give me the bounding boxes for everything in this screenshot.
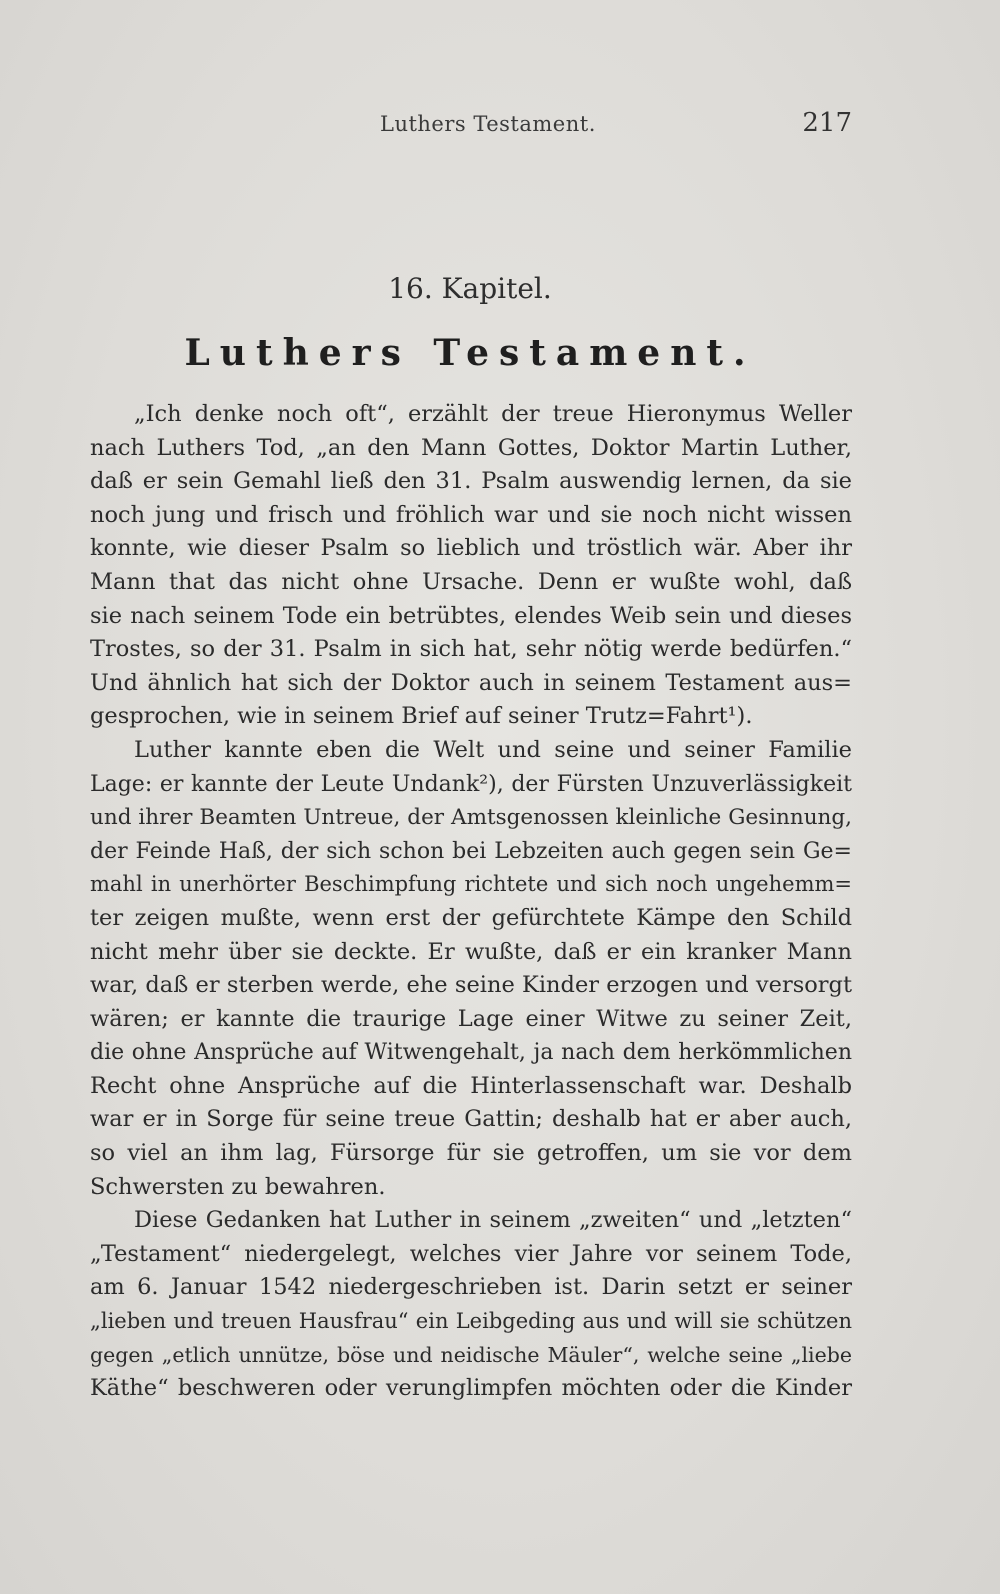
text-line: gegen „etlich unnütze, böse und neidische Mäuler“, welche seine „liebe: [90, 1342, 852, 1367]
text-line: Mann that das nicht ohne Ursache. Denn er wußte wohl, daß: [90, 568, 852, 595]
text-line: nach Luthers Tod, „an den Mann Gottes, Doktor Martin Luther,: [90, 434, 852, 461]
text-line: mahl in unerhörter Beschimpfung richtete und sich noch ungehemm=: [90, 872, 852, 897]
text-line: war er in Sorge für seine treue Gattin; deshalb hat er aber auch,: [90, 1106, 852, 1133]
text-line: ter zeigen mußte, wenn erst der gefürchtete Kämpe den Schild: [90, 904, 852, 931]
chapter-title: Luthers Testament.: [184, 332, 756, 374]
chapter-label: 16. Kapitel.: [388, 272, 552, 305]
running-title: Luthers Testament.: [380, 112, 596, 136]
text-line: war, daß er sterben werde, ehe seine Kinder erzogen und versorgt: [90, 972, 852, 999]
running-head: [90, 108, 852, 148]
text-line: gesprochen, wie in seinem Brief auf seiner Trutz=Fahrt¹).: [90, 703, 753, 730]
text-line: so viel an ihm lag, Fürsorge für sie getroffen, um sie vor dem: [90, 1140, 852, 1167]
text-line: daß er sein Gemahl ließ den 31. Psalm auswendig lernen, da sie: [90, 468, 852, 495]
text-line: „Testament“ niedergelegt, welches vier Jahre vor seinem Tode,: [90, 1240, 852, 1267]
text-line: wären; er kannte die traurige Lage einer Witwe zu seiner Zeit,: [90, 1005, 852, 1032]
text-line: Schwersten zu bewahren.: [90, 1173, 386, 1200]
text-line: konnte, wie dieser Psalm so lieblich und tröstlich wär. Aber ihr: [90, 535, 852, 562]
paragraph: [90, 1204, 852, 1406]
text-line: Recht ohne Ansprüche auf die Hinterlassenschaft war. Deshalb: [90, 1072, 852, 1099]
text-line: Diese Gedanken hat Luther in seinem „zweiten“ und „letzten“: [134, 1207, 852, 1234]
text-line: am 6. Januar 1542 niedergeschrieben ist. Darin setzt er seiner: [90, 1274, 852, 1301]
text-line: Lage: er kannte der Leute Undank²), der Fürsten Unzuverlässigkeit: [90, 771, 852, 797]
text-line: noch jung und frisch und fröhlich war und sie noch nicht wissen: [90, 501, 852, 528]
text-line: Und ähnlich hat sich der Doktor auch in seinem Testament aus=: [90, 669, 852, 696]
text-line: nicht mehr über sie deckte. Er wußte, daß er ein kranker Mann: [90, 938, 852, 965]
paragraph: [90, 734, 852, 1204]
text-line: Trostes, so der 31. Psalm in sich hat, sehr nötig werde bedürfen.“: [90, 636, 852, 663]
text-line: Käthe“ beschweren oder verunglimpfen möchten oder die Kinder: [90, 1375, 852, 1402]
paragraph: [90, 398, 852, 734]
text-line: die ohne Ansprüche auf Witwengehalt, ja nach dem herkömmlichen: [90, 1040, 852, 1066]
text-line: der Feinde Haß, der sich schon bei Lebzeiten auch gegen sein Ge=: [90, 838, 852, 864]
text-line: und ihrer Beamten Untreue, der Amtsgenossen kleinliche Gesinnung,: [90, 805, 852, 831]
text-line: sie nach seinem Tode ein betrübtes, elendes Weib sein und dieses: [90, 602, 852, 629]
body-text: [90, 398, 852, 1406]
page-number: 217: [802, 108, 852, 138]
text-line: Luther kannte eben die Welt und seine und seiner Familie: [134, 736, 852, 763]
text-line: „Ich denke noch oft“, erzählt der treue Hieronymus Weller: [134, 401, 852, 427]
text-line: „lieben und treuen Hausfrau“ ein Leibgeding aus und will sie schützen: [90, 1309, 852, 1334]
